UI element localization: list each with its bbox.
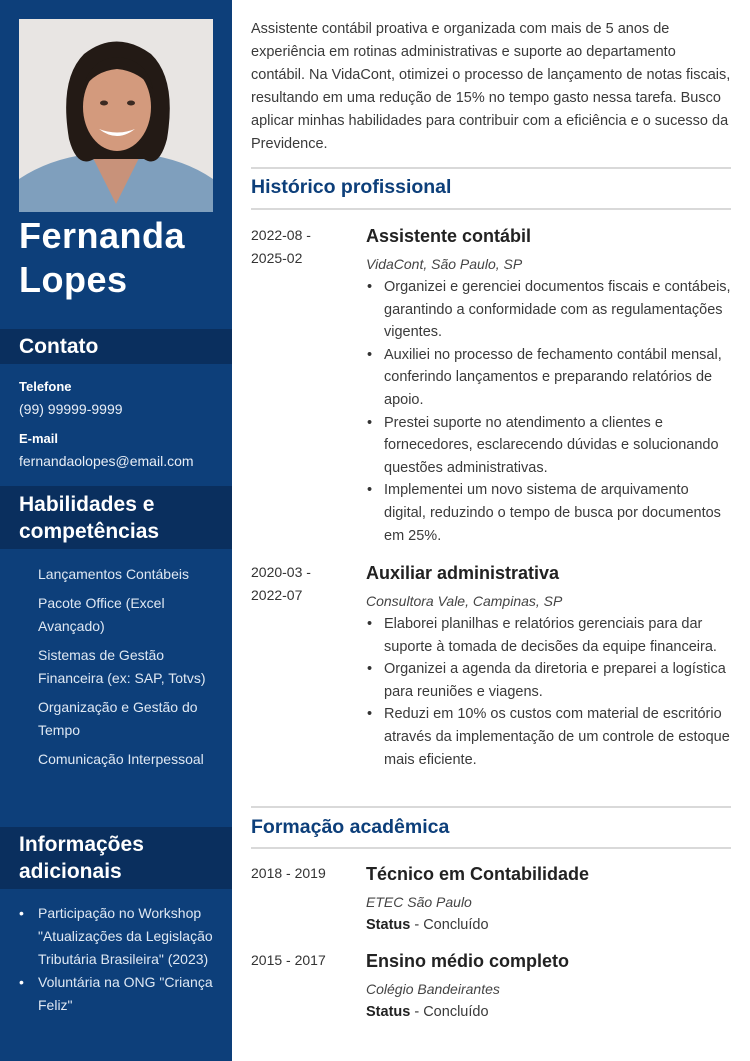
candidate-name: [19, 214, 224, 302]
job-title: Auxiliar administrativa: [366, 563, 560, 583]
additional-heading: [0, 827, 232, 889]
additional-item: • Voluntária na ONG "Criança Feliz": [19, 971, 224, 1017]
divider: [251, 847, 731, 849]
job-bullet: • Organizei a agenda da diretoria e preparei a logística para reuniões e viagens.: [366, 658, 731, 703]
portrait-image: [19, 19, 213, 212]
job-bullet: • Organizei e gerenciei documentos fiscais e contábeis, garantindo a conformidade com as regulamentações vigentes.: [366, 276, 731, 344]
skill-item: Comunicação Interpessoal: [38, 751, 204, 767]
date-start: 2022-08 -: [251, 227, 311, 243]
degree-title: Ensino médio completo: [366, 951, 570, 971]
job-bullet: • Auxiliei no processo de fechamento contábil mensal, conferindo lançamentos e preparando relatórios de apoio.: [366, 344, 731, 412]
education-status: [366, 914, 731, 937]
job-bullet: • Implementei um novo sistema de arquivamento digital, reduzindo o tempo de busca por documentos em 25%.: [366, 479, 731, 547]
job-company: VidaCont, São Paulo, SP: [366, 256, 523, 272]
skills-heading-line1: Habilidades e: [19, 493, 155, 516]
date-end: 2022-07: [251, 587, 303, 603]
divider: [251, 167, 731, 169]
divider: [251, 208, 731, 210]
status-label: Status: [366, 917, 411, 933]
status-value: - Concluído: [410, 1004, 489, 1020]
additional-heading-line2: adicionais: [19, 860, 122, 883]
phone-label: Telefone: [19, 379, 72, 394]
skill-item: Lançamentos Contábeis: [38, 566, 189, 582]
education-heading: Formação acadêmica: [251, 816, 450, 838]
job-bullet: • Prestei suporte no atendimento a clientes e fornecedores, esclarecendo dúvidas e solucionando questões administrativas.: [366, 412, 731, 480]
email-label: E-mail: [19, 431, 59, 446]
sidebar: [0, 0, 232, 1061]
education-status: [366, 1001, 731, 1024]
education-dates: 2018 - 2019: [251, 865, 326, 881]
date-start: 2020-03 -: [251, 564, 311, 580]
job-title: Assistente contábil: [366, 226, 532, 246]
job-bullets: [366, 613, 731, 771]
contact-heading: Contato: [0, 329, 232, 364]
job-company: Consultora Vale, Campinas, SP: [366, 593, 563, 609]
skill-item: Pacote Office (Excel Avançado): [38, 595, 165, 634]
additional-heading-line1: Informações: [19, 833, 144, 856]
status-label: Status: [366, 1004, 411, 1020]
status-value: - Concluído: [410, 917, 489, 933]
job-bullet: • Elaborei planilhas e relatórios gerenciais para dar suporte à tomada de decisões da equipe financeira.: [366, 613, 731, 658]
skill-item: Sistemas de Gestão Financeira (ex: SAP, Totvs): [38, 647, 206, 686]
divider: [251, 806, 731, 808]
job-dates: [251, 224, 351, 270]
profile-photo: [19, 19, 213, 212]
job-dates: [251, 561, 351, 607]
last-name: Lopes: [19, 259, 128, 300]
degree-title: Técnico em Contabilidade: [366, 864, 590, 884]
school-name: ETEC São Paulo: [366, 894, 472, 910]
additional-item: • Participação no Workshop "Atualizações da Legislação Tributária Brasileira" (2023): [19, 902, 224, 971]
email-value[interactable]: fernandaolopes@email.com: [19, 453, 194, 469]
job-bullet: • Reduzi em 10% os custos com material de escritório através da implementação de um controle de estoque mais eficiente.: [366, 703, 731, 771]
skills-heading-line2: competências: [19, 520, 160, 543]
skill-item: Organização e Gestão do Tempo: [38, 699, 198, 738]
job-bullets: [366, 276, 731, 547]
professional-summary: Assistente contábil proativa e organizada com mais de 5 anos de experiência em rotinas administrativas e suporte ao departamento contábil. Na VidaCont, otimizei o processo de lançamento de notas fiscais, resultando em uma redução de 15% no tempo gasto nessa tarefa. Busco aplicar minhas habilidades para contribuir com a eficiência e o sucesso da Previdence.: [251, 21, 731, 152]
experience-heading: Histórico profissional: [251, 176, 452, 198]
additional-list: [19, 902, 224, 1017]
skills-heading: [0, 486, 232, 549]
first-name: Fernanda: [19, 215, 186, 256]
education-dates: 2015 - 2017: [251, 952, 326, 968]
skills-list: [38, 563, 223, 777]
school-name: Colégio Bandeirantes: [366, 981, 500, 997]
phone-value: (99) 99999-9999: [19, 401, 123, 417]
date-end: 2025-02: [251, 250, 303, 266]
